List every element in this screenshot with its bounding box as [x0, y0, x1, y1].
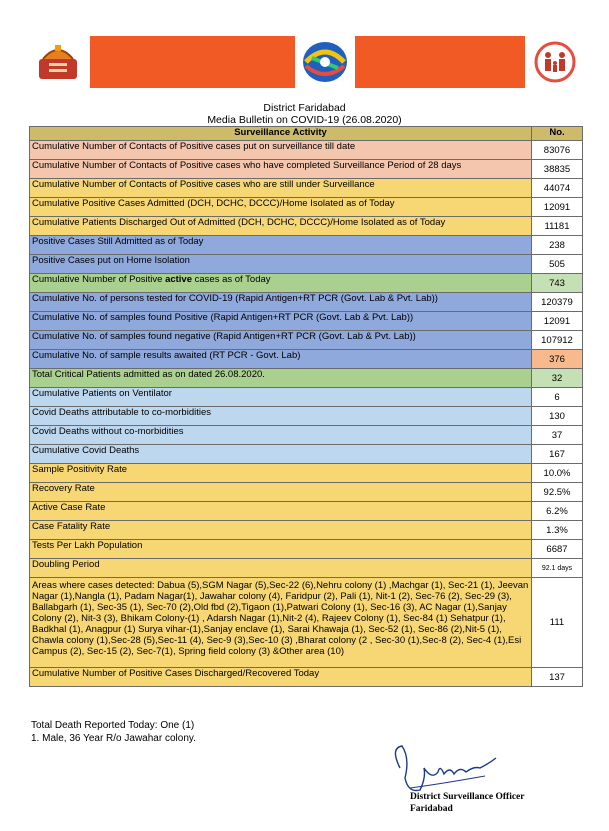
- row-label: Sample Positivity Rate: [30, 464, 532, 483]
- row-label: Cumulative Covid Deaths: [30, 445, 532, 464]
- row-value: 137: [532, 668, 583, 687]
- row-label: Areas where cases detected: Dabua (5),SGM Nagar (5),Sec-22 (6),Nehru colony (1) ,Machgar (1), Sec-21 (1), Jeevan Nagar (1),Nangla (1), Padam Nagar(1), Jawahar colony (4), Faridpur (2), Pali (1), Nit-1 (2), Sec-76 (2), Sec-29 (3), Ballabgarh (1), Sec-35 (1), Sec-70 (2),Old fbd (2),Tigaon (1),Patwari Colony (1), Sec-16 (3), AC Nagar (1),Sanjay Colony (2), Nit-3 (3), Bhikam Colony-(1) , Adarsh Nagar (1),Nit-2 (4), Rajeev Colony (1), Sec-84 (1) Sehatpur (1), Badkhal (1), Anagpur (1) Surya vihar-(1),Sanjay enclave (1), Sarai Khawaja (1), Sec-52 (1), Sec-86 (2),Nit-5 (1), Chawla colony (1),Sec-28 (5),Sec-11 (4), Sec-9 (3),Sec-10 (3) ,Bharat colony (2 , Sec-30 (1),Sec-8 (2), Sec-4 (1),Esi Campus (2), Sec-15 (2), Sec-7(1), Spring field colony (3) &Other area (10): [30, 578, 532, 668]
- table-row: [30, 179, 583, 198]
- col-no-header: No.: [532, 127, 583, 141]
- row-label: Cumulative No. of samples found negative (Rapid Antigen+RT PCR (Govt. Lab & Pvt. Lab)): [30, 331, 532, 350]
- table-row: [30, 445, 583, 464]
- row-label: Recovery Rate: [30, 483, 532, 502]
- table-header-row: [30, 127, 583, 141]
- col-activity-header: Surveillance Activity: [30, 127, 532, 141]
- row-label: Cumulative No. of persons tested for COVID-19 (Rapid Antigen+RT PCR (Govt. Lab & Pvt. Lab)): [30, 293, 532, 312]
- row-value: 92.5%: [532, 483, 583, 502]
- row-label: Case Fatality Rate: [30, 521, 532, 540]
- table-row: [30, 502, 583, 521]
- row-value: 238: [532, 236, 583, 255]
- row-label: Cumulative Positive Cases Admitted (DCH, DCHC, DCCC)/Home Isolated as of Today: [30, 198, 532, 217]
- table-row: [30, 521, 583, 540]
- row-value: 92.1 days: [532, 559, 583, 578]
- header-banner: [28, 36, 583, 88]
- row-value: 83076: [532, 141, 583, 160]
- table-row: [30, 350, 583, 369]
- row-label: Total Critical Patients admitted as on dated 26.08.2020.: [30, 369, 532, 388]
- row-label: Tests Per Lakh Population: [30, 540, 532, 559]
- district-title: District Faridabad: [263, 102, 346, 114]
- signatory-place: Faridabad: [410, 804, 453, 814]
- table-row: [30, 388, 583, 407]
- row-label: Cumulative Patients on Ventilator: [30, 388, 532, 407]
- table-row: [30, 160, 583, 179]
- table-row: [30, 236, 583, 255]
- table-row: [30, 483, 583, 502]
- row-label: Cumulative No. of sample results awaited (RT PCR - Govt. Lab): [30, 350, 532, 369]
- row-label: Cumulative No. of samples found Positive (Rapid Antigen+RT PCR (Govt. Lab & Pvt. Lab)): [30, 312, 532, 331]
- row-value: 44074: [532, 179, 583, 198]
- row-value: 376: [532, 350, 583, 369]
- row-value: 12091: [532, 198, 583, 217]
- row-label: Cumulative Number of Positive active cases as of Today: [30, 274, 532, 293]
- death-detail: 1. Male, 36 Year R/o Jawahar colony.: [31, 733, 196, 744]
- row-value: 505: [532, 255, 583, 274]
- row-label: Cumulative Patients Discharged Out of Admitted (DCH, DCHC, DCCC)/Home Isolated as of Today: [30, 217, 532, 236]
- table-row: [30, 464, 583, 483]
- row-value: 6.2%: [532, 502, 583, 521]
- row-value: 10.0%: [532, 464, 583, 483]
- row-label: Cumulative Number of Contacts of Positive cases put on surveillance till date: [30, 141, 532, 160]
- death-summary: Total Death Reported Today: One (1): [31, 720, 195, 731]
- table-row: [30, 274, 583, 293]
- table-row: [30, 198, 583, 217]
- row-label: Doubling Period: [30, 559, 532, 578]
- table-row: [30, 141, 583, 160]
- row-value: 743: [532, 274, 583, 293]
- haryana-emblem-logo: [28, 36, 88, 88]
- bulletin-title: Media Bulletin on COVID-19 (26.08.2020): [207, 114, 402, 126]
- table-row: [30, 540, 583, 559]
- row-label: Cumulative Number of Positive Cases Discharged/Recovered Today: [30, 668, 532, 687]
- row-value: 120379: [532, 293, 583, 312]
- row-value: 12091: [532, 312, 583, 331]
- table-row: [30, 578, 583, 668]
- table-row: [30, 255, 583, 274]
- row-label: Cumulative Number of Contacts of Positive cases who have completed Surveillance Period of 28 days: [30, 160, 532, 179]
- table-row: [30, 312, 583, 331]
- health-mission-logo: [295, 36, 355, 88]
- table-row: [30, 668, 583, 687]
- row-value: 11181: [532, 217, 583, 236]
- row-value: 107912: [532, 331, 583, 350]
- row-value: 6: [532, 388, 583, 407]
- table-row: [30, 559, 583, 578]
- row-value: 130: [532, 407, 583, 426]
- row-label: Positive Cases put on Home Isolation: [30, 255, 532, 274]
- row-value: 167: [532, 445, 583, 464]
- family-welfare-logo: [525, 36, 585, 88]
- row-value: 32: [532, 369, 583, 388]
- row-label: Covid Deaths attributable to co-morbidities: [30, 407, 532, 426]
- signature-scribble: [380, 738, 500, 800]
- table-row: [30, 293, 583, 312]
- row-value: 37: [532, 426, 583, 445]
- table-row: [30, 426, 583, 445]
- row-label: Active Case Rate: [30, 502, 532, 521]
- row-value: 6687: [532, 540, 583, 559]
- row-label: Positive Cases Still Admitted as of Today: [30, 236, 532, 255]
- row-label: Covid Deaths without co-morbidities: [30, 426, 532, 445]
- surveillance-table: [29, 126, 583, 687]
- row-value: 38835: [532, 160, 583, 179]
- row-label: Cumulative Number of Contacts of Positive cases who are still under Surveillance: [30, 179, 532, 198]
- table-row: [30, 217, 583, 236]
- row-value: 111: [532, 578, 583, 668]
- table-row: [30, 407, 583, 426]
- table-row: [30, 331, 583, 350]
- signatory-title: District Surveillance Officer: [410, 792, 525, 802]
- table-row: [30, 369, 583, 388]
- row-value: 1.3%: [532, 521, 583, 540]
